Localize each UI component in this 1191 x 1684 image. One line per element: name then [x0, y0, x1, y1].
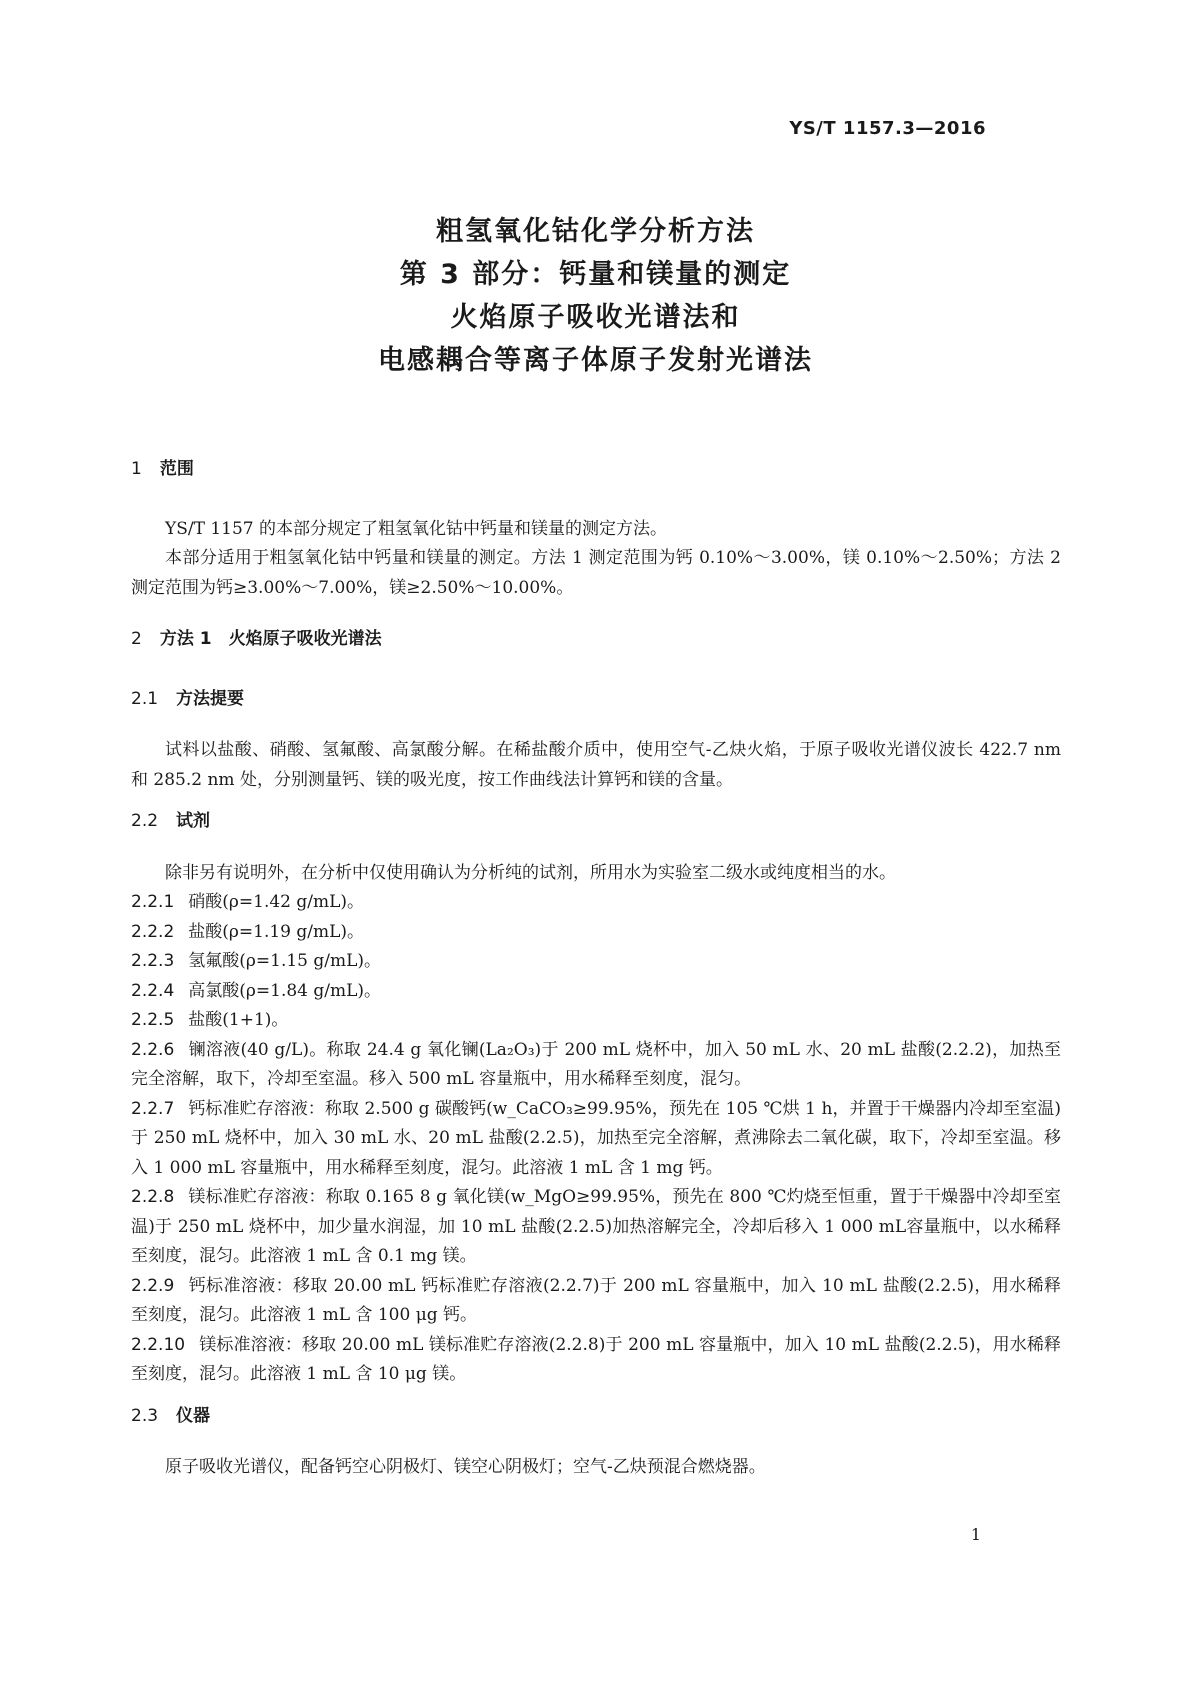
list-item — [131, 1095, 1061, 1184]
item-number: 2.2.4 — [131, 980, 175, 1001]
item-text: 镁标准溶液：移取 20.00 mL 镁标准贮存溶液(2.2.8)于 200 mL 容量瓶中，加入 10 mL 盐酸(2.2.5)，用水稀释至刻度，混匀。此溶液 1 mL 含 10 μg 镁。 — [131, 1334, 1061, 1384]
list-item — [131, 1006, 1061, 1036]
section-1-heading — [131, 455, 1061, 485]
item-number: 2.2.10 — [131, 1334, 186, 1355]
item-number: 2.2.8 — [131, 1187, 175, 1207]
section-2-heading — [131, 625, 1061, 655]
standard-number: YS/T 1157.3—2016 — [789, 118, 986, 139]
subsection-number: 2.2 — [131, 811, 159, 831]
list-item — [131, 947, 1061, 977]
list-item — [131, 918, 1061, 948]
item-number: 2.2.7 — [131, 1098, 175, 1119]
paragraph: 本部分适用于粗氢氧化钴中钙量和镁量的测定。方法 1 测定范围为钙 0.10%～3.00%，镁 0.10%～2.50%；方法 2 测定范围为钙≥3.00%～7.00%，镁≥2.50%～10.00%。 — [131, 548, 1061, 598]
item-text: 盐酸(1+1)。 — [188, 1010, 289, 1030]
subsection-number: 2.3 — [131, 1405, 159, 1426]
subsection-2-2-heading — [131, 807, 1061, 837]
item-number: 2.2.6 — [131, 1039, 175, 1060]
paragraph: 原子吸收光谱仪，配备钙空心阴极灯、镁空心阴极灯；空气-乙炔预混合燃烧器。 — [165, 1457, 766, 1477]
title-line-4: 电感耦合等离子体原子发射光谱法 — [378, 345, 813, 376]
item-number: 2.2.5 — [131, 1010, 175, 1030]
item-number: 2.2.2 — [131, 921, 175, 942]
item-text: 钙标准贮存溶液：称取 2.500 g 碳酸钙(w_CaCO₃≥99.95%，预先在 105 ℃烘 1 h，并置于干燥器内冷却至室温)于 250 mL 烧杯中，加入 30 mL 水、20 mL 盐酸(2.2.5)，加热至完全溶解，煮沸除去二氧化碳，取下，冷却至室温。移入 1 000 mL 容量瓶中，用水稀释至刻度，混匀。此溶液 1 mL 含 1 mg 钙。 — [131, 1098, 1061, 1178]
item-text: 氢氟酸(ρ=1.15 g/mL)。 — [188, 951, 382, 971]
list-item — [131, 1036, 1061, 1095]
item-text: 高氯酸(ρ=1.84 g/mL)。 — [188, 980, 382, 1001]
item-number: 2.2.9 — [131, 1275, 175, 1296]
page-number: 1 — [970, 1525, 981, 1544]
item-text: 镧溶液(40 g/L)。称取 24.4 g 氧化镧(La₂O₃)于 200 mL 烧杯中，加入 50 mL 水、20 mL 盐酸(2.2.2)，加热至完全溶解，取下，冷却至室温。移入 500 mL 容量瓶中，用水稀释至刻度，混匀。 — [131, 1039, 1061, 1089]
section-title: 范围 — [159, 459, 194, 479]
paragraph: YS/T 1157 的本部分规定了粗氢氧化钴中钙量和镁量的测定方法。 — [165, 518, 668, 539]
subsection-title: 试剂 — [176, 811, 211, 831]
paragraph: 除非另有说明外，在分析中仅使用确认为分析纯的试剂，所用水为实验室二级水或纯度相当的水。 — [165, 862, 896, 883]
item-text: 镁标准贮存溶液：称取 0.165 8 g 氧化镁(w_MgO≥99.95%，预先在 800 ℃灼烧至恒重，置于干燥器中冷却至室温)于 250 mL 烧杯中，加少量水润湿，加 10 mL 盐酸(2.2.5)加热溶解完全，冷却后移入 1 000 mL容量瓶中，以水稀释至刻度，混匀。此溶液 1 mL 含 0.1 mg 镁。 — [131, 1187, 1061, 1266]
list-item — [131, 1331, 1061, 1390]
subsection-2-3-heading — [131, 1402, 1061, 1432]
list-item — [131, 1272, 1061, 1331]
section-number: 2 — [131, 629, 142, 649]
item-number: 2.2.1 — [131, 892, 175, 912]
item-text: 盐酸(ρ=1.19 g/mL)。 — [188, 921, 365, 942]
paragraph: 试料以盐酸、硝酸、氢氟酸、高氯酸分解。在稀盐酸介质中，使用空气-乙炔火焰，于原子吸收光谱仪波长 422.7 nm 和 285.2 nm 处，分别测量钙、镁的吸光度，按工作曲线法计算钙和镁的含量。 — [131, 740, 1061, 790]
list-item — [131, 888, 1061, 918]
item-text: 钙标准溶液：移取 20.00 mL 钙标准贮存溶液(2.2.7)于 200 mL 容量瓶中，加入 10 mL 盐酸(2.2.5)，用水稀释至刻度，混匀。此溶液 1 mL 含 100 μg 钙。 — [131, 1275, 1061, 1325]
list-item — [131, 1183, 1061, 1272]
subsection-2-1-heading — [131, 685, 1061, 715]
item-number: 2.2.3 — [131, 951, 175, 971]
section-number: 1 — [131, 459, 142, 479]
subsection-title: 仪器 — [176, 1405, 211, 1426]
title-line-2: 第 3 部分：钙量和镁量的测定 — [399, 259, 792, 290]
title-line-1: 粗氢氧化钴化学分析方法 — [436, 216, 755, 247]
list-item — [131, 977, 1061, 1007]
document-title — [0, 210, 1191, 382]
section-title: 方法 1 火焰原子吸收光谱法 — [159, 629, 382, 649]
subsection-title: 方法提要 — [176, 688, 245, 709]
title-line-3: 火焰原子吸收光谱法和 — [450, 302, 741, 333]
subsection-number: 2.1 — [131, 688, 159, 709]
item-text: 硝酸(ρ=1.42 g/mL)。 — [188, 892, 365, 912]
document-body — [131, 455, 1061, 1483]
